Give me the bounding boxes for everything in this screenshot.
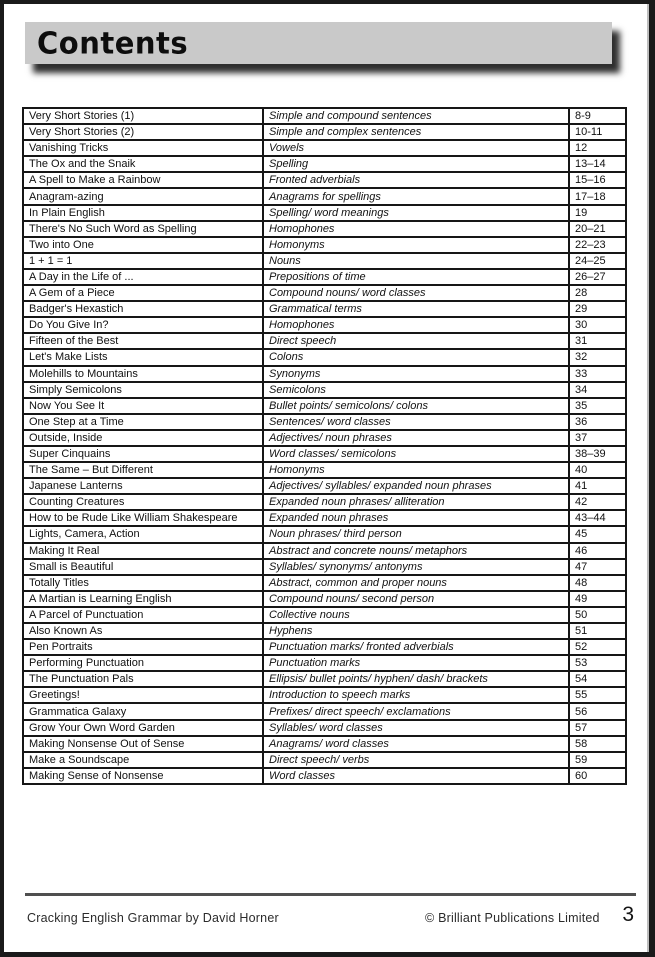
toc-entry-title: Making Nonsense Out of Sense (23, 736, 263, 752)
toc-entry-topic: Abstract and concrete nouns/ metaphors (263, 543, 569, 559)
toc-entry-title: Anagram-azing (23, 188, 263, 204)
toc-entry-pages: 30 (569, 317, 626, 333)
toc-entry-pages: 15–16 (569, 172, 626, 188)
toc-entry-pages: 40 (569, 462, 626, 478)
table-row (23, 317, 626, 333)
table-row (23, 559, 626, 575)
toc-entry-title: Badger's Hexastich (23, 301, 263, 317)
table-row (23, 607, 626, 623)
toc-entry-topic: Word classes (263, 768, 569, 784)
toc-entry-pages: 52 (569, 639, 626, 655)
table-row (23, 172, 626, 188)
toc-entry-title: There's No Such Word as Spelling (23, 221, 263, 237)
toc-entry-topic: Punctuation marks/ fronted adverbials (263, 639, 569, 655)
toc-entry-pages: 48 (569, 575, 626, 591)
toc-entry-topic: Syllables/ synonyms/ antonyms (263, 559, 569, 575)
page-title: Contents (37, 25, 189, 61)
toc-entry-topic: Simple and compound sentences (263, 108, 569, 124)
toc-entry-topic: Grammatical terms (263, 301, 569, 317)
table-row (23, 703, 626, 719)
toc-entry-pages: 31 (569, 333, 626, 349)
toc-entry-topic: Homonyms (263, 237, 569, 253)
toc-entry-topic: Hyphens (263, 623, 569, 639)
toc-entry-title: How to be Rude Like William Shakespeare (23, 510, 263, 526)
toc-entry-pages: 26–27 (569, 269, 626, 285)
toc-entry-pages: 29 (569, 301, 626, 317)
toc-entry-topic: Collective nouns (263, 607, 569, 623)
toc-entry-pages: 53 (569, 655, 626, 671)
toc-entry-topic: Synonyms (263, 366, 569, 382)
toc-entry-topic: Sentences/ word classes (263, 414, 569, 430)
toc-entry-pages: 47 (569, 559, 626, 575)
toc-entry-title: One Step at a Time (23, 414, 263, 430)
toc-entry-pages: 46 (569, 543, 626, 559)
toc-entry-topic: Compound nouns/ second person (263, 591, 569, 607)
contents-table (22, 107, 627, 785)
document-page (4, 4, 649, 952)
toc-entry-pages: 12 (569, 140, 626, 156)
toc-entry-pages: 58 (569, 736, 626, 752)
toc-entry-topic: Prefixes/ direct speech/ exclamations (263, 703, 569, 719)
table-row (23, 543, 626, 559)
toc-entry-pages: 50 (569, 607, 626, 623)
toc-entry-pages: 59 (569, 752, 626, 768)
table-row (23, 736, 626, 752)
contents-banner (25, 22, 612, 64)
toc-entry-topic: Spelling/ word meanings (263, 205, 569, 221)
toc-entry-pages: 22–23 (569, 237, 626, 253)
toc-entry-topic: Homophones (263, 221, 569, 237)
table-row (23, 124, 626, 140)
toc-entry-title: Very Short Stories (2) (23, 124, 263, 140)
toc-entry-title: A Day in the Life of ... (23, 269, 263, 285)
toc-entry-topic: Nouns (263, 253, 569, 269)
toc-entry-pages: 17–18 (569, 188, 626, 204)
toc-entry-title: Fifteen of the Best (23, 333, 263, 349)
table-row (23, 398, 626, 414)
toc-entry-topic: Ellipsis/ bullet points/ hyphen/ dash/ brackets (263, 671, 569, 687)
page-number: 3 (622, 903, 634, 926)
toc-entry-pages: 51 (569, 623, 626, 639)
contents-table-body (23, 108, 626, 784)
table-row (23, 478, 626, 494)
toc-entry-title: The Same – But Different (23, 462, 263, 478)
table-row (23, 462, 626, 478)
footer-publisher: © Brilliant Publications Limited (425, 911, 600, 925)
toc-entry-topic: Homonyms (263, 462, 569, 478)
toc-entry-pages: 41 (569, 478, 626, 494)
toc-entry-topic: Homophones (263, 317, 569, 333)
toc-entry-pages: 37 (569, 430, 626, 446)
toc-entry-topic: Vowels (263, 140, 569, 156)
toc-entry-topic: Abstract, common and proper nouns (263, 575, 569, 591)
toc-entry-pages: 42 (569, 494, 626, 510)
toc-entry-topic: Anagrams for spellings (263, 188, 569, 204)
toc-entry-topic: Adjectives/ noun phrases (263, 430, 569, 446)
table-row (23, 253, 626, 269)
toc-entry-topic: Anagrams/ word classes (263, 736, 569, 752)
footer-book-title: Cracking English Grammar by David Horner (27, 911, 279, 925)
toc-entry-title: Lights, Camera, Action (23, 526, 263, 542)
table-row (23, 414, 626, 430)
toc-entry-title: Grammatica Galaxy (23, 703, 263, 719)
toc-entry-title: A Spell to Make a Rainbow (23, 172, 263, 188)
toc-entry-title: Greetings! (23, 687, 263, 703)
toc-entry-title: Making Sense of Nonsense (23, 768, 263, 784)
toc-entry-pages: 33 (569, 366, 626, 382)
toc-entry-title: Outside, Inside (23, 430, 263, 446)
table-row (23, 575, 626, 591)
toc-entry-pages: 60 (569, 768, 626, 784)
table-row (23, 655, 626, 671)
toc-entry-pages: 19 (569, 205, 626, 221)
toc-entry-title: Very Short Stories (1) (23, 108, 263, 124)
toc-entry-title: Make a Soundscape (23, 752, 263, 768)
table-row (23, 671, 626, 687)
table-row (23, 687, 626, 703)
table-row (23, 237, 626, 253)
toc-entry-title: Counting Creatures (23, 494, 263, 510)
table-row (23, 639, 626, 655)
toc-entry-topic: Bullet points/ semicolons/ colons (263, 398, 569, 414)
toc-entry-title: Totally Titles (23, 575, 263, 591)
table-row (23, 221, 626, 237)
toc-entry-title: Now You See It (23, 398, 263, 414)
toc-entry-topic: Spelling (263, 156, 569, 172)
toc-entry-topic: Syllables/ word classes (263, 720, 569, 736)
toc-entry-topic: Compound nouns/ word classes (263, 285, 569, 301)
table-row (23, 366, 626, 382)
toc-entry-pages: 57 (569, 720, 626, 736)
toc-entry-topic: Punctuation marks (263, 655, 569, 671)
toc-entry-topic: Noun phrases/ third person (263, 526, 569, 542)
toc-entry-pages: 43–44 (569, 510, 626, 526)
toc-entry-topic: Direct speech/ verbs (263, 752, 569, 768)
toc-entry-topic: Introduction to speech marks (263, 687, 569, 703)
toc-entry-pages: 8-9 (569, 108, 626, 124)
toc-entry-pages: 45 (569, 526, 626, 542)
table-row (23, 382, 626, 398)
table-row (23, 188, 626, 204)
toc-entry-title: Grow Your Own Word Garden (23, 720, 263, 736)
toc-entry-topic: Adjectives/ syllables/ expanded noun phrases (263, 478, 569, 494)
toc-entry-pages: 55 (569, 687, 626, 703)
footer-divider (25, 893, 636, 896)
toc-entry-title: Vanishing Tricks (23, 140, 263, 156)
toc-entry-title: Performing Punctuation (23, 655, 263, 671)
toc-entry-title: Making It Real (23, 543, 263, 559)
toc-entry-title: The Ox and the Snaik (23, 156, 263, 172)
table-row (23, 269, 626, 285)
toc-entry-title: Also Known As (23, 623, 263, 639)
toc-entry-title: A Parcel of Punctuation (23, 607, 263, 623)
toc-entry-pages: 54 (569, 671, 626, 687)
toc-entry-title: 1 + 1 = 1 (23, 253, 263, 269)
toc-entry-title: Do You Give In? (23, 317, 263, 333)
table-row (23, 720, 626, 736)
toc-entry-topic: Semicolons (263, 382, 569, 398)
toc-entry-pages: 20–21 (569, 221, 626, 237)
toc-entry-pages: 35 (569, 398, 626, 414)
toc-entry-topic: Colons (263, 349, 569, 365)
toc-entry-title: Two into One (23, 237, 263, 253)
table-row (23, 752, 626, 768)
table-row (23, 494, 626, 510)
table-row (23, 140, 626, 156)
table-row (23, 285, 626, 301)
toc-entry-pages: 56 (569, 703, 626, 719)
toc-entry-title: In Plain English (23, 205, 263, 221)
table-row (23, 349, 626, 365)
toc-entry-pages: 10-11 (569, 124, 626, 140)
toc-entry-topic: Expanded noun phrases/ alliteration (263, 494, 569, 510)
toc-entry-title: A Gem of a Piece (23, 285, 263, 301)
toc-entry-title: The Punctuation Pals (23, 671, 263, 687)
table-row (23, 446, 626, 462)
table-row (23, 205, 626, 221)
table-row (23, 301, 626, 317)
toc-entry-title: Molehills to Mountains (23, 366, 263, 382)
toc-entry-pages: 36 (569, 414, 626, 430)
table-row (23, 591, 626, 607)
toc-entry-topic: Direct speech (263, 333, 569, 349)
table-row (23, 108, 626, 124)
table-row (23, 333, 626, 349)
toc-entry-pages: 13–14 (569, 156, 626, 172)
toc-entry-title: Super Cinquains (23, 446, 263, 462)
toc-entry-topic: Simple and complex sentences (263, 124, 569, 140)
table-row (23, 623, 626, 639)
toc-entry-pages: 28 (569, 285, 626, 301)
table-row (23, 526, 626, 542)
table-row (23, 510, 626, 526)
toc-entry-title: Let's Make Lists (23, 349, 263, 365)
toc-entry-pages: 38–39 (569, 446, 626, 462)
toc-entry-title: Japanese Lanterns (23, 478, 263, 494)
toc-entry-title: A Martian is Learning English (23, 591, 263, 607)
toc-entry-topic: Word classes/ semicolons (263, 446, 569, 462)
toc-entry-topic: Prepositions of time (263, 269, 569, 285)
toc-entry-title: Small is Beautiful (23, 559, 263, 575)
toc-entry-topic: Fronted adverbials (263, 172, 569, 188)
toc-entry-title: Simply Semicolons (23, 382, 263, 398)
table-row (23, 430, 626, 446)
toc-entry-pages: 32 (569, 349, 626, 365)
toc-entry-pages: 49 (569, 591, 626, 607)
table-row (23, 156, 626, 172)
toc-entry-topic: Expanded noun phrases (263, 510, 569, 526)
toc-entry-title: Pen Portraits (23, 639, 263, 655)
table-row (23, 768, 626, 784)
toc-entry-pages: 24–25 (569, 253, 626, 269)
toc-entry-pages: 34 (569, 382, 626, 398)
